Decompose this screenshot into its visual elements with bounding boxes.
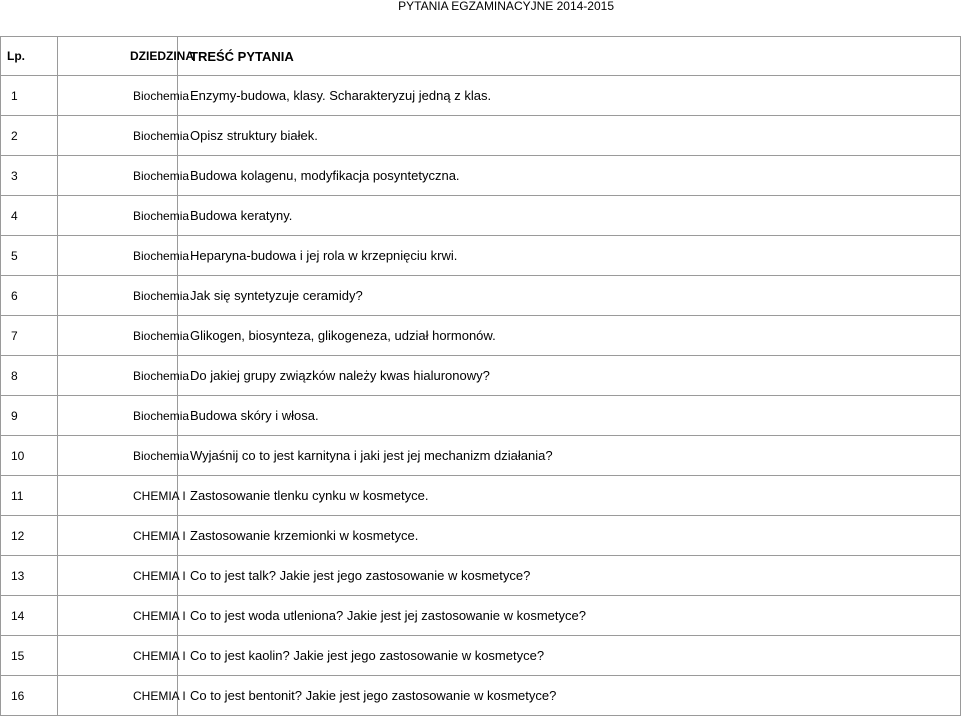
table-row: [1, 676, 961, 716]
row-domain: Biochemia: [58, 196, 178, 236]
row-domain: CHEMIA I: [58, 476, 178, 516]
table-row: [1, 276, 961, 316]
row-question: Wyjaśnij co to jest karnityna i jaki jest jej mechanizm działania?: [178, 436, 961, 476]
page-title: PYTANIA EGZAMINACYJNE 2014-2015: [398, 0, 614, 13]
table-row: [1, 556, 961, 596]
table-row: [1, 116, 961, 156]
row-domain: Biochemia: [58, 316, 178, 356]
row-domain: CHEMIA I: [58, 516, 178, 556]
row-question: Co to jest bentonit? Jakie jest jego zastosowanie w kosmetyce?: [178, 676, 961, 716]
row-number: 7: [1, 316, 58, 356]
table-row: [1, 516, 961, 556]
table-row: [1, 396, 961, 436]
table-row: [1, 156, 961, 196]
row-domain: CHEMIA I: [58, 596, 178, 636]
row-question: Zastosowanie krzemionki w kosmetyce.: [178, 516, 961, 556]
row-number: 8: [1, 356, 58, 396]
row-number: 14: [1, 596, 58, 636]
row-number: 3: [1, 156, 58, 196]
row-question: Budowa keratyny.: [178, 196, 961, 236]
page-header: [0, 0, 960, 16]
table-row: [1, 196, 961, 236]
questions-table: [0, 36, 961, 716]
row-question: Glikogen, biosynteza, glikogeneza, udział hormonów.: [178, 316, 961, 356]
row-number: 6: [1, 276, 58, 316]
row-number: 2: [1, 116, 58, 156]
table-row: [1, 596, 961, 636]
row-number: 12: [1, 516, 58, 556]
row-domain: CHEMIA I: [58, 636, 178, 676]
row-domain: Biochemia: [58, 236, 178, 276]
row-number: 10: [1, 436, 58, 476]
row-question: Heparyna-budowa i jej rola w krzepnięciu krwi.: [178, 236, 961, 276]
row-domain: Biochemia: [58, 276, 178, 316]
column-header-domain: DZIEDZINA: [58, 37, 178, 76]
table-row: [1, 476, 961, 516]
row-domain: CHEMIA I: [58, 676, 178, 716]
row-domain: Biochemia: [58, 116, 178, 156]
row-question: Budowa skóry i włosa.: [178, 396, 961, 436]
row-question: Co to jest woda utleniona? Jakie jest jej zastosowanie w kosmetyce?: [178, 596, 961, 636]
row-domain: Biochemia: [58, 156, 178, 196]
row-domain: Biochemia: [58, 76, 178, 116]
table-row: [1, 76, 961, 116]
column-header-question: TREŚĆ PYTANIA: [178, 37, 961, 76]
row-domain: Biochemia: [58, 396, 178, 436]
row-question: Do jakiej grupy związków należy kwas hialuronowy?: [178, 356, 961, 396]
row-question: Jak się syntetyzuje ceramidy?: [178, 276, 961, 316]
row-question: Co to jest kaolin? Jakie jest jego zastosowanie w kosmetyce?: [178, 636, 961, 676]
row-number: 9: [1, 396, 58, 436]
table-header-row: [1, 37, 961, 76]
row-number: 1: [1, 76, 58, 116]
table-row: [1, 236, 961, 276]
row-number: 5: [1, 236, 58, 276]
table-row: [1, 316, 961, 356]
row-domain: CHEMIA I: [58, 556, 178, 596]
row-number: 13: [1, 556, 58, 596]
row-number: 11: [1, 476, 58, 516]
row-number: 16: [1, 676, 58, 716]
table-row: [1, 636, 961, 676]
table-body: [1, 76, 961, 716]
row-question: Budowa kolagenu, modyfikacja posyntetyczna.: [178, 156, 961, 196]
row-number: 15: [1, 636, 58, 676]
table-row: [1, 436, 961, 476]
row-question: Co to jest talk? Jakie jest jego zastosowanie w kosmetyce?: [178, 556, 961, 596]
row-domain: Biochemia: [58, 436, 178, 476]
row-number: 4: [1, 196, 58, 236]
column-header-lp: Lp.: [1, 37, 58, 76]
row-question: Opisz struktury białek.: [178, 116, 961, 156]
row-question: Zastosowanie tlenku cynku w kosmetyce.: [178, 476, 961, 516]
row-domain: Biochemia: [58, 356, 178, 396]
row-question: Enzymy-budowa, klasy. Scharakteryzuj jedną z klas.: [178, 76, 961, 116]
table-row: [1, 356, 961, 396]
